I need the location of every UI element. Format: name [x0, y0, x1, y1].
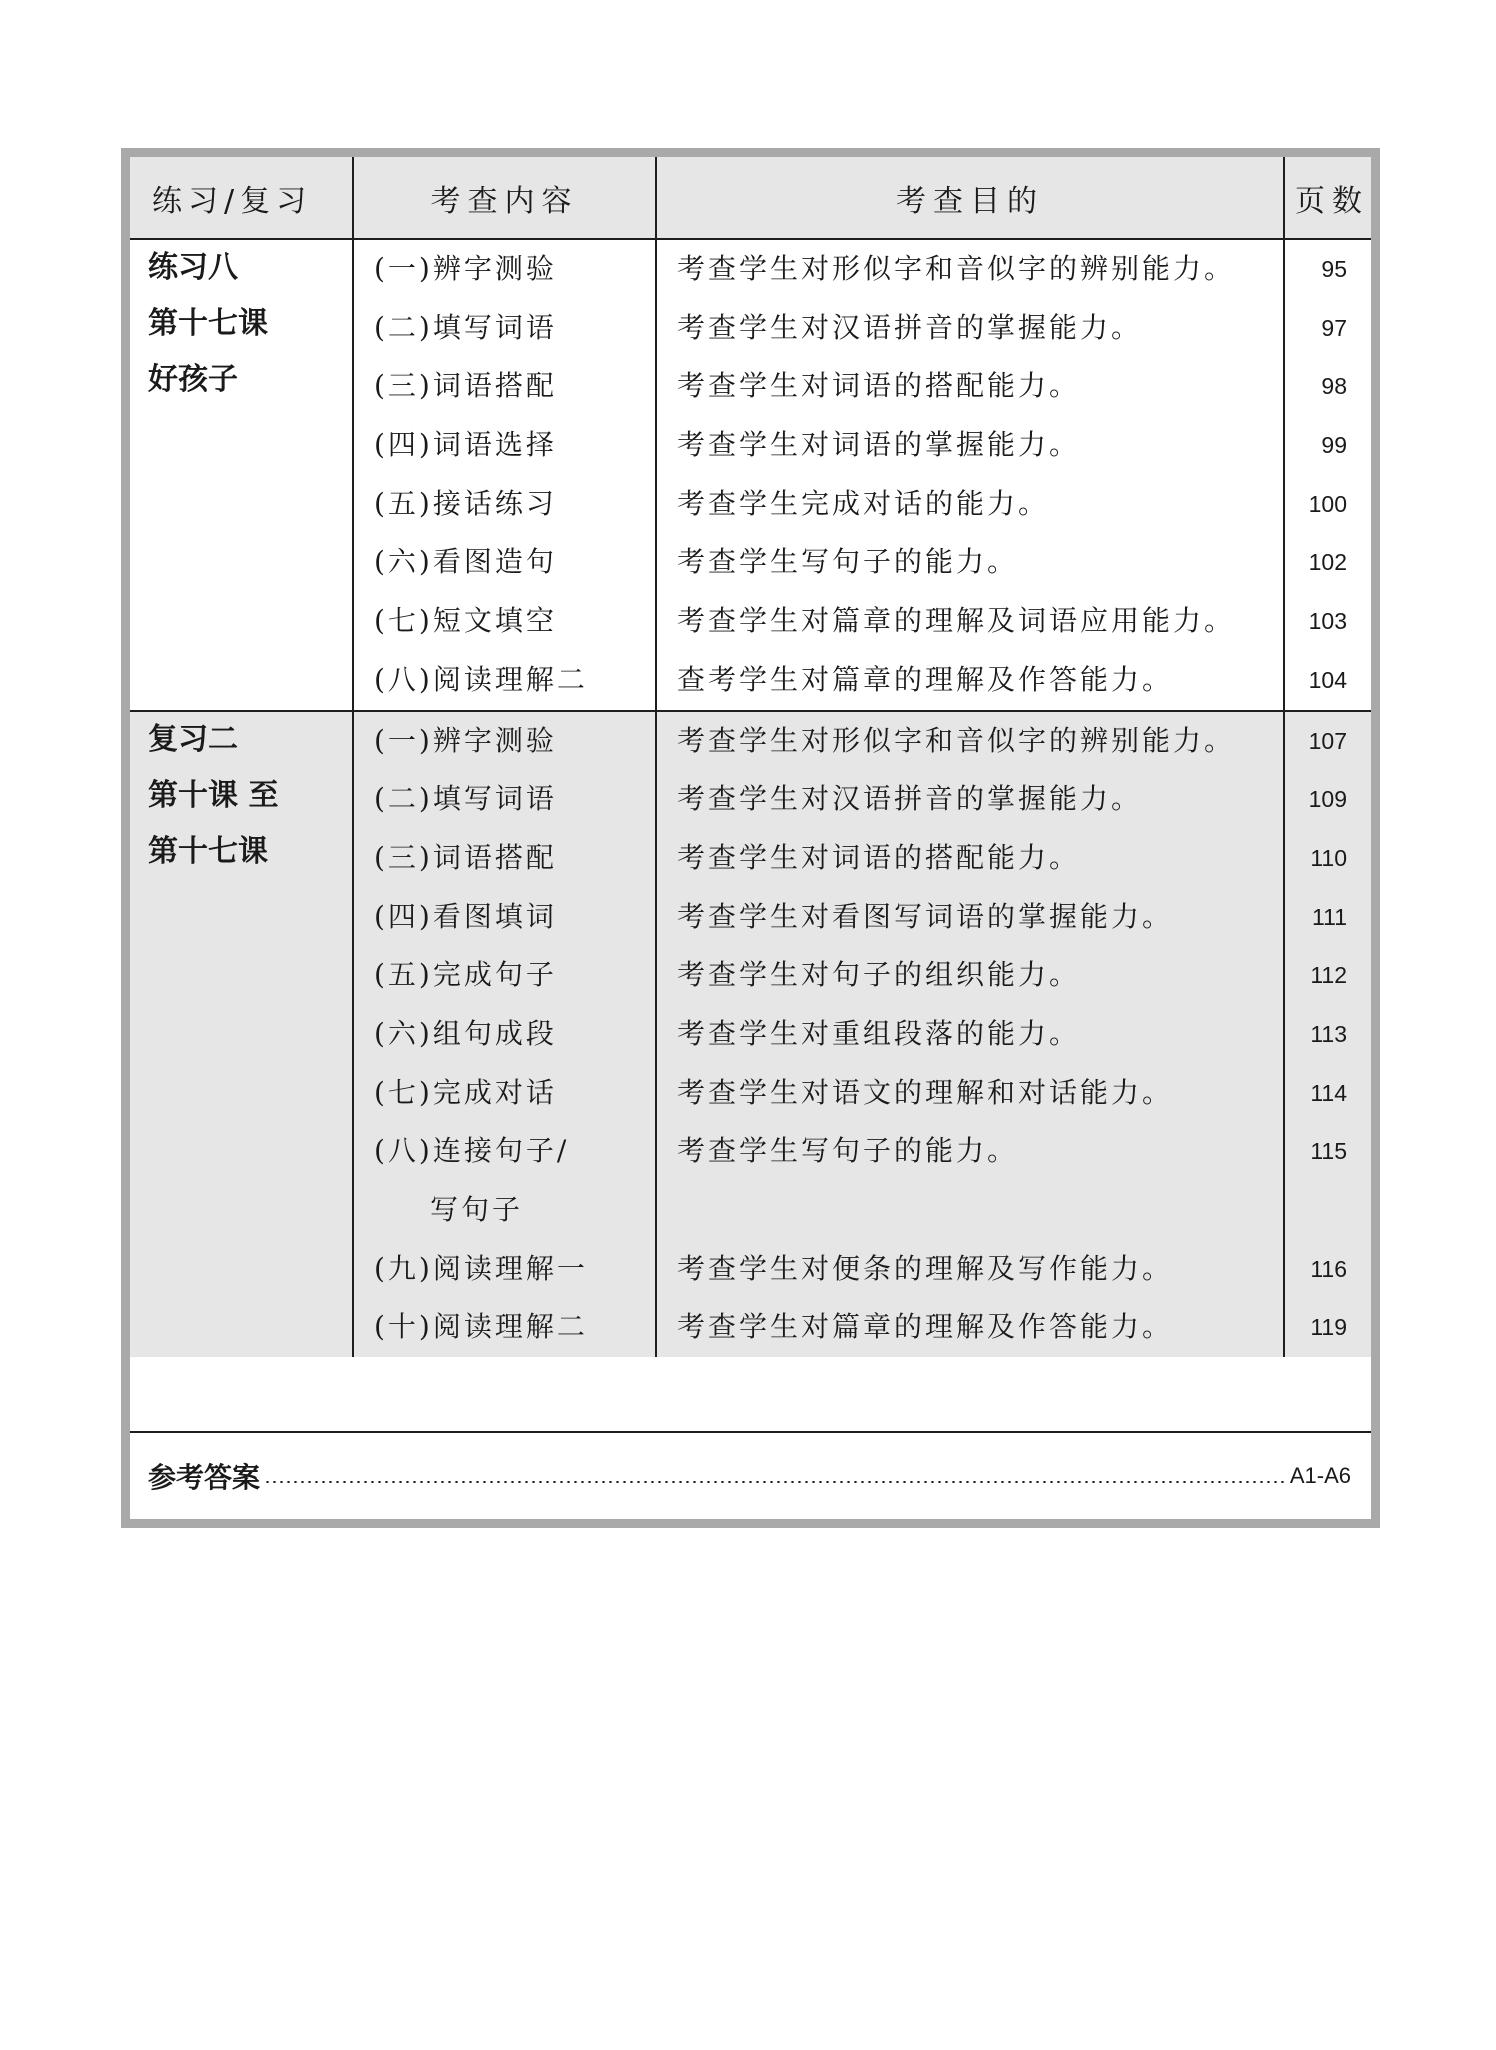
- exercise-item[interactable]: [374, 770, 655, 829]
- exercise-aim: [677, 1181, 1283, 1240]
- exercise-aim: [677, 1005, 1283, 1064]
- page-number-text: 110: [1310, 844, 1347, 871]
- answer-key-label: 参考答案: [148, 1461, 261, 1494]
- content-cell: [353, 239, 656, 711]
- page-number: [1285, 888, 1371, 947]
- page-number: [1285, 770, 1371, 829]
- page-number: [1285, 475, 1371, 534]
- exercise-item-text: (一)辨字测验: [374, 252, 557, 285]
- unit-title-line: 练习八: [148, 250, 238, 285]
- exercise-item[interactable]: [374, 946, 655, 1005]
- exercise-aim: [677, 1240, 1283, 1299]
- exercise-aim-text: 考查学生对篇章的理解及词语应用能力。: [677, 604, 1236, 638]
- exercise-aim: [677, 770, 1283, 829]
- page-cell: [1284, 239, 1371, 711]
- unit-cell: [130, 711, 353, 1358]
- exercise-item[interactable]: [374, 592, 655, 651]
- exercise-item-text: (三)词语搭配: [374, 369, 557, 403]
- page-number: [1285, 1298, 1371, 1357]
- exercise-aim: [677, 240, 1283, 299]
- page-number: [1285, 416, 1371, 475]
- exercise-item-text: (十)阅读理解二: [374, 1310, 588, 1344]
- exercise-item-text: (一)辨字测验: [374, 723, 557, 757]
- unit-title-line: 第十课 至: [148, 777, 279, 813]
- exercise-aim: [677, 592, 1283, 651]
- page-number-text: 100: [1308, 490, 1347, 517]
- exercise-item-text: (七)完成对话: [374, 1075, 557, 1109]
- page-number-text: 102: [1308, 549, 1347, 576]
- exercise-item-text: (八)阅读理解二: [374, 662, 588, 696]
- exercise-item[interactable]: [374, 1181, 655, 1240]
- exercise-aim-text: 考查学生对形似字和音似字的辨别能力。: [677, 723, 1236, 757]
- exercise-aim: [677, 475, 1283, 534]
- exercise-item[interactable]: [374, 416, 655, 475]
- exercise-aim: [677, 533, 1283, 592]
- exercise-aim: [677, 1064, 1283, 1123]
- exercise-item[interactable]: [374, 533, 655, 592]
- page-cell: [1284, 711, 1371, 1358]
- exercise-item[interactable]: [374, 1298, 655, 1357]
- toc-inner: [130, 157, 1371, 1519]
- page-number: [1285, 533, 1371, 592]
- exercise-item[interactable]: [374, 1005, 655, 1064]
- exercise-item-text: (三)词语搭配: [374, 840, 557, 874]
- page-number: [1285, 1064, 1371, 1123]
- answer-key-pages: A1-A6: [1289, 1463, 1351, 1488]
- unit-title-line: 第十七课: [148, 833, 268, 869]
- exercise-aim: [677, 829, 1283, 888]
- exercise-item-text: (四)词语选择: [374, 428, 557, 462]
- page-number: [1285, 1181, 1371, 1240]
- header-aim: 考查目的: [656, 157, 1284, 239]
- exercise-aim: [677, 651, 1283, 710]
- page-number-text: 109: [1308, 786, 1347, 813]
- content-cell: [353, 711, 656, 1358]
- exercise-aim: [677, 1122, 1283, 1181]
- header-page: 页数: [1284, 157, 1371, 239]
- exercise-aim-text: 考查学生对词语的搭配能力。: [677, 369, 1081, 403]
- exercise-item[interactable]: [374, 651, 655, 710]
- exercise-item-text: (四)看图填词: [374, 899, 557, 933]
- exercise-aim: [677, 299, 1283, 358]
- page-number: [1285, 946, 1371, 1005]
- exercise-aim-text: 考查学生对汉语拼音的掌握能力。: [677, 310, 1143, 344]
- page-number: [1285, 240, 1371, 299]
- page-number-text: 113: [1310, 1020, 1347, 1047]
- page-number: [1285, 1005, 1371, 1064]
- exercise-aim-text: 考查学生对篇章的理解及作答能力。: [677, 1310, 1174, 1344]
- exercise-item-text: (六)看图造句: [374, 545, 557, 579]
- exercise-item-text: 写句子: [430, 1193, 524, 1226]
- toc-frame: [121, 148, 1380, 1528]
- exercise-item-text: (九)阅读理解一: [374, 1251, 588, 1285]
- exercise-aim: [677, 416, 1283, 475]
- exercise-item-text: (八)连接句子/: [374, 1134, 570, 1168]
- page-number-text: 98: [1321, 373, 1347, 400]
- exercise-item[interactable]: [374, 712, 655, 771]
- page-number-text: 116: [1310, 1255, 1347, 1282]
- page-number: [1285, 299, 1371, 358]
- page-number-text: 104: [1308, 666, 1347, 693]
- exercise-item[interactable]: [374, 888, 655, 947]
- exercise-item[interactable]: [374, 475, 655, 534]
- exercise-aim-text: 考查学生对看图写词语的掌握能力。: [677, 899, 1174, 933]
- exercise-aim: [677, 357, 1283, 416]
- toc-table: [130, 157, 1371, 1357]
- page-number: [1285, 1122, 1371, 1181]
- exercise-item[interactable]: [374, 1122, 655, 1181]
- page-number: [1285, 592, 1371, 651]
- exercise-item-text: (二)填写词语: [374, 310, 557, 344]
- exercise-aim-text: 考查学生对重组段落的能力。: [677, 1016, 1081, 1050]
- exercise-item[interactable]: [374, 1240, 655, 1299]
- exercise-item[interactable]: [374, 357, 655, 416]
- page-number-text: 95: [1321, 256, 1347, 282]
- exercise-aim-text: 考查学生对语文的理解和对话能力。: [677, 1075, 1174, 1109]
- page-number: [1285, 651, 1371, 710]
- page-number-text: 111: [1312, 903, 1347, 930]
- page-number: [1285, 1240, 1371, 1299]
- exercise-aim-text: 考查学生对句子的组织能力。: [677, 958, 1081, 992]
- header-row: [130, 157, 1371, 239]
- exercise-aim: [677, 1298, 1283, 1357]
- exercise-aim-text: 考查学生对便条的理解及写作能力。: [677, 1251, 1174, 1285]
- page-number-text: 103: [1308, 608, 1347, 635]
- page-number-text: 97: [1321, 314, 1347, 341]
- page-number-text: 114: [1310, 1079, 1347, 1106]
- page-number: [1285, 829, 1371, 888]
- exercise-item[interactable]: [374, 1064, 655, 1123]
- exercise-aim-text: 考查学生对汉语拼音的掌握能力。: [677, 782, 1143, 816]
- unit-title-line: 好孩子: [148, 362, 238, 397]
- exercise-item[interactable]: [374, 829, 655, 888]
- page-number: [1285, 712, 1371, 771]
- unit-title-line: 复习二: [148, 721, 238, 757]
- section-review-2: [130, 711, 1371, 1358]
- exercise-aim-text: 考查学生对形似字和音似字的辨别能力。: [677, 252, 1236, 285]
- exercise-item[interactable]: [374, 240, 655, 299]
- exercise-aim-text: 查考学生对篇章的理解及作答能力。: [677, 662, 1174, 696]
- exercise-aim: [677, 946, 1283, 1005]
- answer-key-row[interactable]: [130, 1431, 1371, 1519]
- page-number-text: 99: [1321, 432, 1347, 459]
- dot-leader: [264, 1481, 1286, 1483]
- exercise-item-text: (二)填写词语: [374, 782, 557, 816]
- exercise-aim-text: 考查学生写句子的能力。: [677, 545, 1019, 579]
- exercise-item-text: (五)接话练习: [374, 486, 557, 520]
- page-number-text: 112: [1310, 962, 1347, 989]
- exercise-aim-text: 考查学生对词语的搭配能力。: [677, 840, 1081, 874]
- aim-cell: [656, 711, 1284, 1358]
- exercise-aim: [677, 712, 1283, 771]
- page-number: [1285, 357, 1371, 416]
- exercise-item-text: (五)完成句子: [374, 958, 557, 992]
- exercise-aim-text: 考查学生完成对话的能力。: [677, 486, 1050, 520]
- header-unit: 练习/复习: [130, 157, 353, 239]
- aim-cell: [656, 239, 1284, 711]
- unit-cell: [130, 239, 353, 711]
- exercise-item-text: (六)组句成段: [374, 1016, 557, 1050]
- page-number-text: 107: [1308, 727, 1347, 754]
- exercise-aim-text: 考查学生对词语的掌握能力。: [677, 428, 1081, 462]
- exercise-item-text: (七)短文填空: [374, 604, 557, 638]
- exercise-aim-text: 考查学生写句子的能力。: [677, 1134, 1019, 1168]
- header-content: 考查内容: [353, 157, 656, 239]
- exercise-aim: [677, 888, 1283, 947]
- unit-title-line: 第十七课: [148, 306, 268, 341]
- page-number-text: 115: [1310, 1138, 1347, 1165]
- section-practice-8: [130, 239, 1371, 711]
- page-number-text: 119: [1310, 1314, 1347, 1341]
- exercise-item[interactable]: [374, 299, 655, 358]
